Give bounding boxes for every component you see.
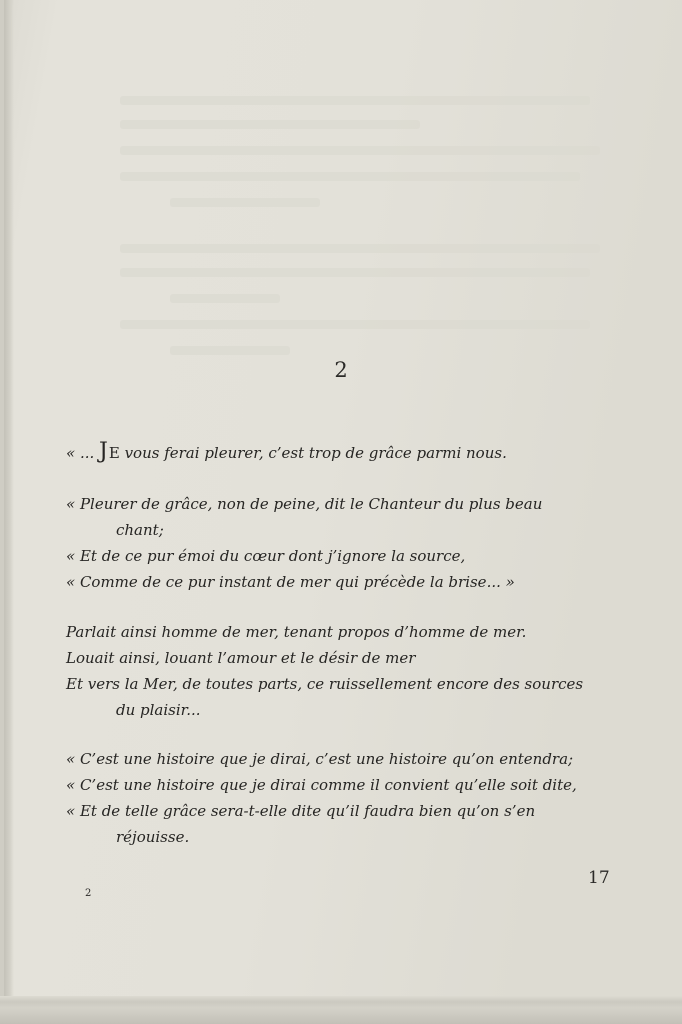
- verse-line: « Et de ce pur émoi du cœur dont j’ignore la source,: [66, 547, 466, 565]
- stanza-1: [66, 439, 626, 465]
- signature-mark: 2: [85, 888, 92, 899]
- page-number: 17: [588, 868, 610, 888]
- stanza-4: [66, 746, 626, 850]
- verse-line-continuation: chant;: [116, 521, 164, 539]
- verse-text: vous ferai pleurer, c’est trop de grâce parmi nous.: [119, 444, 507, 462]
- opening-guillemet: « ...: [66, 444, 95, 462]
- drop-initial: J: [99, 439, 109, 464]
- verse-line-continuation: du plaisir...: [116, 701, 201, 719]
- verse-line: « Et de telle grâce sera-t-elle dite qu’il faudra bien qu’on s’en: [66, 802, 536, 820]
- small-cap-initial: E: [108, 444, 120, 462]
- verse-line-continuation: réjouisse.: [116, 828, 190, 846]
- chapter-number: 2: [334, 358, 348, 382]
- verse-line: [66, 439, 626, 465]
- stanza-3: [66, 619, 626, 723]
- show-through-text: [0, 0, 682, 360]
- page-bottom-edge: [0, 996, 682, 1024]
- verse-line: Louait ainsi, louant l’amour et le désir de mer: [66, 649, 416, 667]
- verse-line: « C’est une histoire que je dirai, c’est une histoire qu’on entendra;: [66, 750, 574, 768]
- previous-page-edge: [0, 0, 4, 1024]
- stanza-2: [66, 491, 626, 595]
- verse-line: Parlait ainsi homme de mer, tenant propos d’homme de mer.: [66, 623, 527, 641]
- verse-line: « Pleurer de grâce, non de peine, dit le Chanteur du plus beau: [66, 495, 543, 513]
- verse-line: Et vers la Mer, de toutes parts, ce ruissellement encore des sources: [66, 675, 584, 693]
- verse-line: « Comme de ce pur instant de mer qui précède la brise... »: [66, 573, 515, 591]
- verse-line: « C’est une histoire que je dirai comme il convient qu’elle soit dite,: [66, 776, 577, 794]
